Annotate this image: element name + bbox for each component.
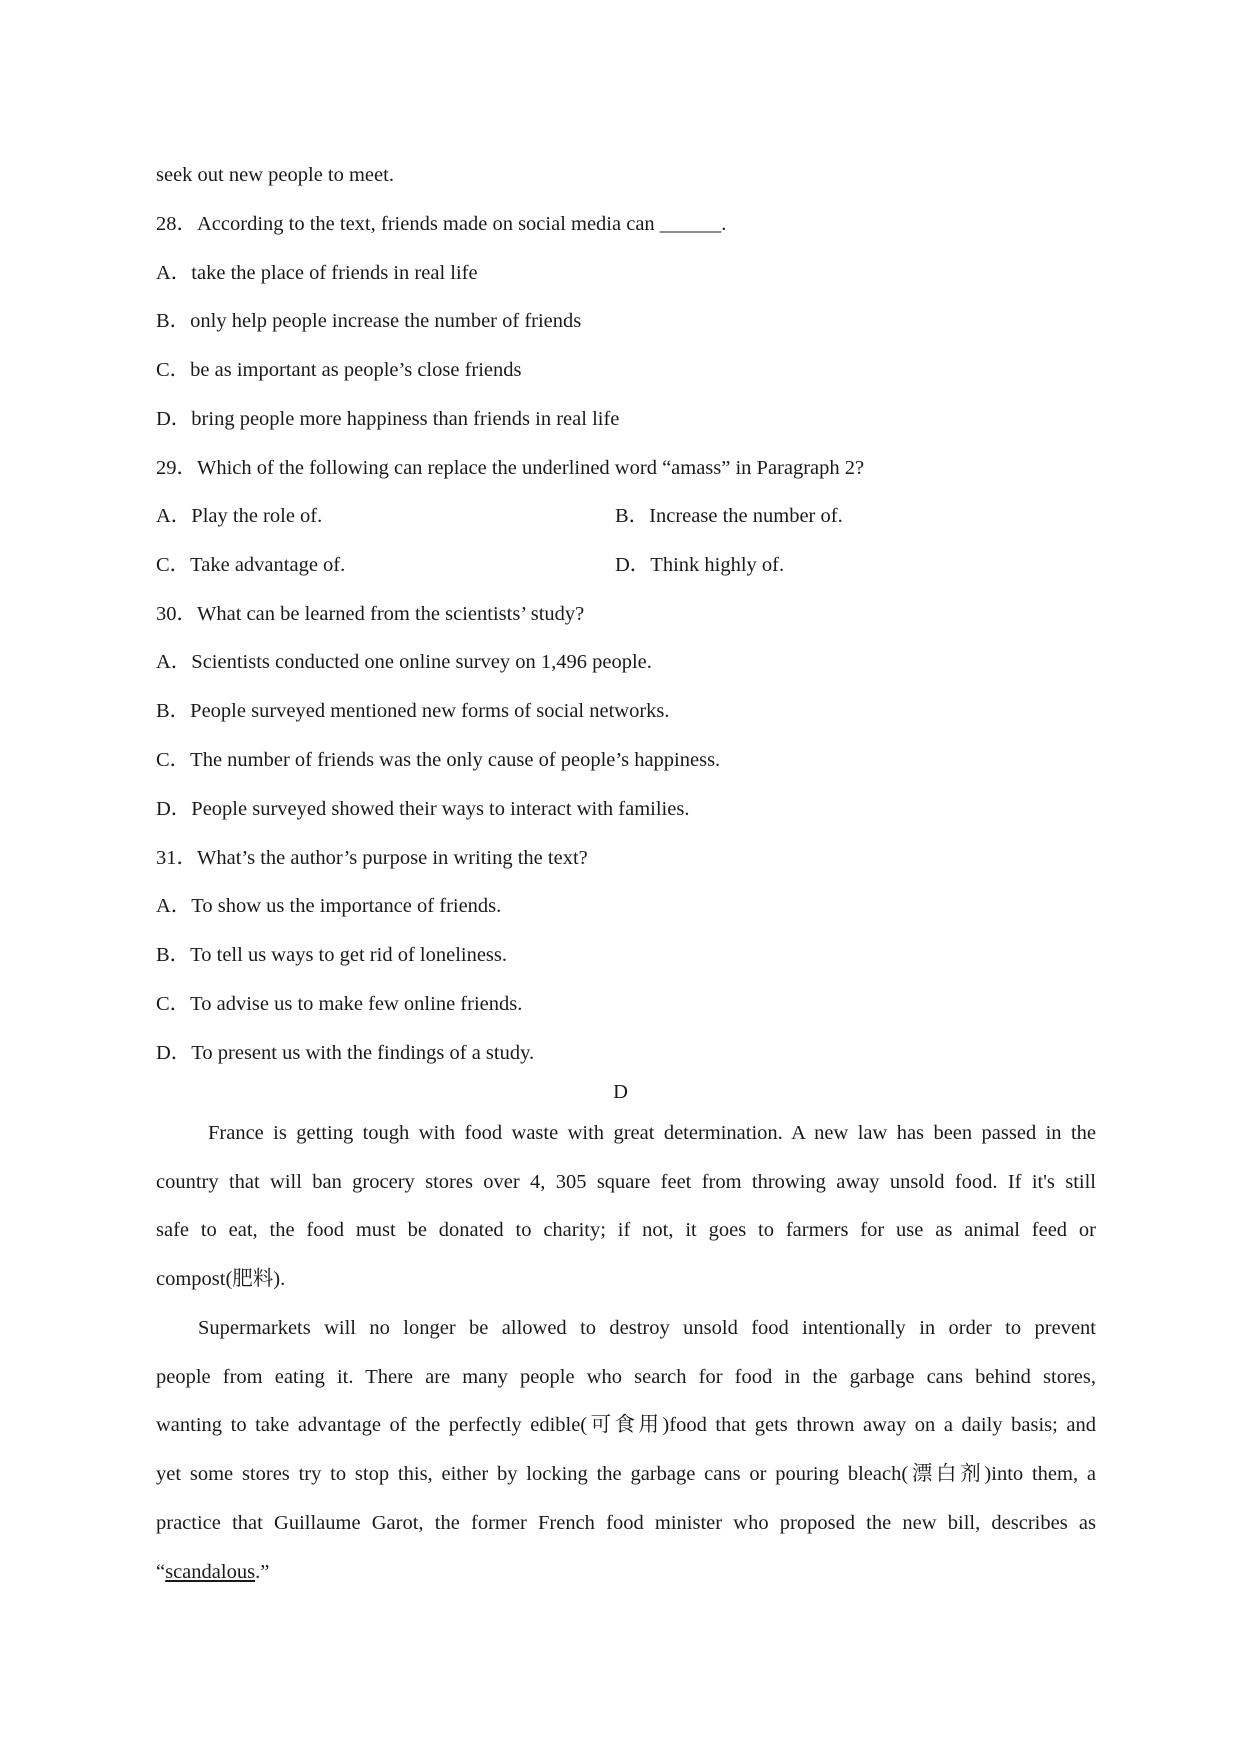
passage-d-paragraph-1-line-1: France is getting tough with food waste with great determination. A new law has been passed in the — [208, 1122, 1096, 1144]
section-d-heading: D — [613, 1081, 628, 1103]
passage-d-paragraph-2-line-4: yet some stores try to stop this, either by locking the garbage cans or pouring bleach(漂白剂)into them, a — [156, 1463, 1096, 1485]
question-30-option-b: B．People surveyed mentioned new forms of social networks. — [156, 700, 670, 722]
passage-d-paragraph-1-line-4: compost(肥料). — [156, 1268, 286, 1290]
passage-d-paragraph-2-line-3: wanting to take advantage of the perfectly edible(可食用)food that gets thrown away on a daily basis; and — [156, 1414, 1096, 1436]
question-29-stem: 29．Which of the following can replace the underlined word “amass” in Paragraph 2? — [156, 457, 865, 479]
question-28-stem: 28．According to the text, friends made on social media can ______. — [156, 213, 727, 235]
question-28-option-d: D．bring people more happiness than friends in real life — [156, 408, 620, 430]
question-31-option-b: B．To tell us ways to get rid of loneliness. — [156, 944, 508, 966]
question-31-option-d: D．To present us with the findings of a study. — [156, 1042, 535, 1064]
underlined-word-scandalous: scandalous — [165, 1561, 256, 1583]
question-28-option-b: B．only help people increase the number of friends — [156, 310, 582, 332]
passage-continuation: seek out new people to meet. — [156, 164, 394, 186]
passage-d-paragraph-1-line-2: country that will ban grocery stores over 4, 305 square feet from throwing away unsold food. If it's still — [156, 1171, 1096, 1193]
question-30-option-c: C．The number of friends was the only cause of people’s happiness. — [156, 749, 721, 771]
question-29-option-a: A．Play the role of. — [156, 505, 323, 527]
question-31-option-a: A．To show us the importance of friends. — [156, 895, 502, 917]
close-quote: .” — [255, 1561, 270, 1583]
question-30-stem: 30．What can be learned from the scientists’ study? — [156, 603, 585, 625]
passage-d-paragraph-2-line-1: Supermarkets will no longer be allowed to destroy unsold food intentionally in order to prevent — [198, 1317, 1096, 1339]
passage-d-paragraph-2-line-2: people from eating it. There are many people who search for food in the garbage cans behind stores, — [156, 1366, 1096, 1388]
question-28-option-c: C．be as important as people’s close friends — [156, 359, 522, 381]
passage-d-paragraph-2-line-5: practice that Guillaume Garot, the former French food minister who proposed the new bill, describes as — [156, 1512, 1096, 1534]
passage-d-paragraph-1-line-3: safe to eat, the food must be donated to charity; if not, it goes to farmers for use as animal feed or — [156, 1219, 1096, 1241]
question-30-option-a: A．Scientists conducted one online survey on 1,496 people. — [156, 651, 652, 673]
question-29-option-b: B．Increase the number of. — [615, 505, 843, 527]
question-30-option-d: D．People surveyed showed their ways to interact with families. — [156, 798, 690, 820]
question-28-option-a: A．take the place of friends in real life — [156, 262, 478, 284]
question-31-stem: 31．What’s the author’s purpose in writing the text? — [156, 847, 588, 869]
passage-d-paragraph-2-line-6 — [156, 1562, 269, 1583]
question-31-option-c: C．To advise us to make few online friends. — [156, 993, 523, 1015]
question-29-option-d: D．Think highly of. — [615, 554, 785, 576]
open-quote: “ — [156, 1561, 166, 1583]
question-29-option-c: C．Take advantage of. — [156, 554, 346, 576]
